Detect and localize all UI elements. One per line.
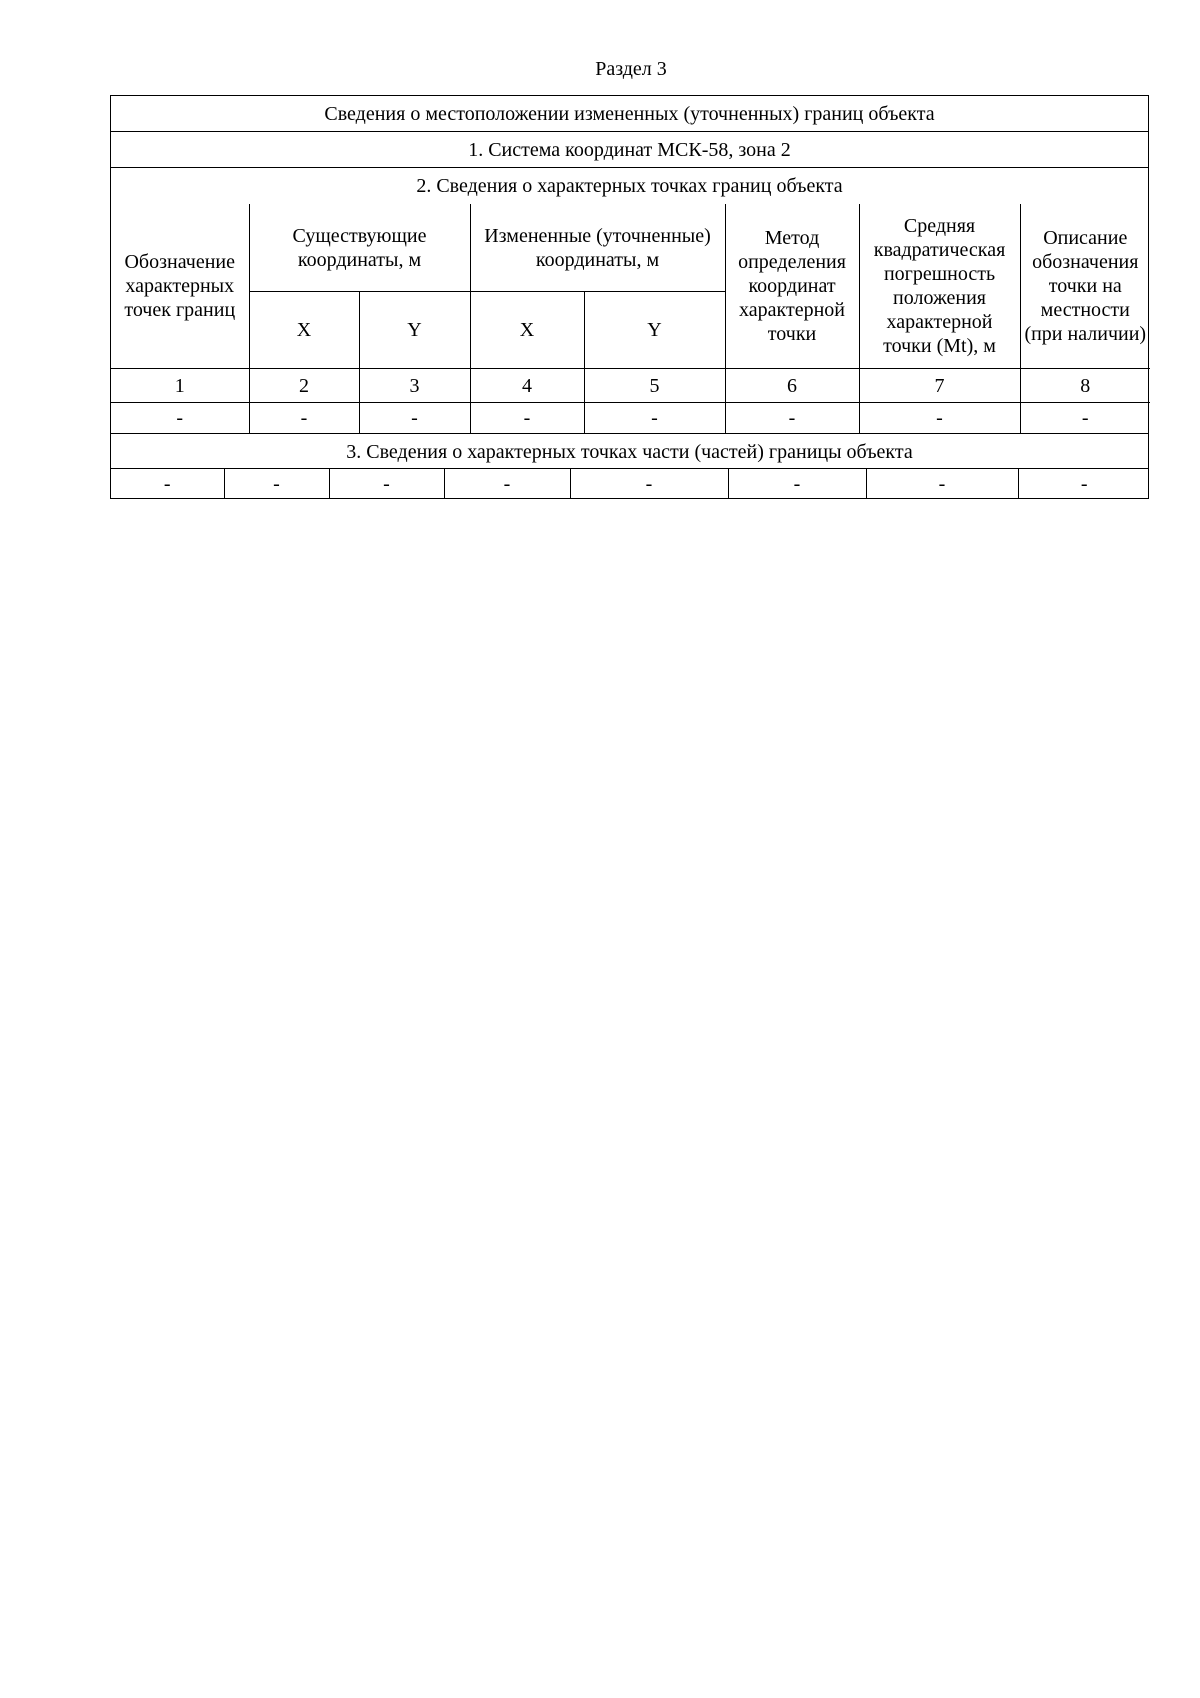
table-cell: - [444, 469, 570, 498]
header-changed-x: X [470, 292, 584, 369]
table-cell: - [728, 469, 866, 498]
boundary-table [110, 95, 1149, 499]
points-table [111, 204, 1150, 433]
header-designation: Обозначение характерных точек границ [111, 204, 249, 369]
column-number: 3 [359, 369, 470, 403]
table-cell: - [329, 469, 444, 498]
table-cell: - [725, 403, 859, 434]
points-heading: 2. Сведения о характерных точках границ объекта [416, 175, 843, 197]
table-row [111, 403, 1150, 434]
header-existing-y: Y [359, 292, 470, 369]
column-number: 5 [584, 369, 725, 403]
table-cell: - [866, 469, 1018, 498]
header-method: Метод определения координат характерной точки [725, 204, 859, 369]
table-cell: - [249, 403, 359, 434]
column-numbers-row [111, 369, 1150, 403]
header-existing-x: X [249, 292, 359, 369]
section-label: Раздел 3 [595, 58, 667, 80]
header-existing-coordinates: Существующие координаты, м [249, 204, 470, 292]
header-changed-y: Y [584, 292, 725, 369]
column-number: 2 [249, 369, 359, 403]
header-changed-coordinates: Измененные (уточненные) координаты, м [470, 204, 725, 292]
header-description: Описание обозначения точки на местности (при наличии) [1020, 204, 1150, 369]
table-cell: - [1020, 403, 1150, 434]
table-cell: - [359, 403, 470, 434]
column-number: 6 [725, 369, 859, 403]
header-error: Средняя квадратическая погрешность положения характерной точки (Mt), м [859, 204, 1020, 369]
column-number: 4 [470, 369, 584, 403]
table-cell: - [859, 403, 1020, 434]
table-cell: - [111, 403, 249, 434]
table-cell: - [570, 469, 728, 498]
table-row [111, 469, 1150, 498]
table-cell: - [584, 403, 725, 434]
column-number: 7 [859, 369, 1020, 403]
table-title: Сведения о местоположении измененных (уточненных) границ объекта [111, 96, 1148, 132]
table-cell: - [1018, 469, 1150, 498]
parts-table [111, 469, 1150, 498]
coordinate-system: 1. Система координат МСК-58, зона 2 [111, 132, 1148, 168]
column-number: 8 [1020, 369, 1150, 403]
table-cell: - [470, 403, 584, 434]
table-cell: - [224, 469, 329, 498]
table-cell: - [111, 469, 224, 498]
column-number: 1 [111, 369, 249, 403]
parts-heading: 3. Сведения о характерных точках части (частей) границы объекта [111, 433, 1148, 469]
